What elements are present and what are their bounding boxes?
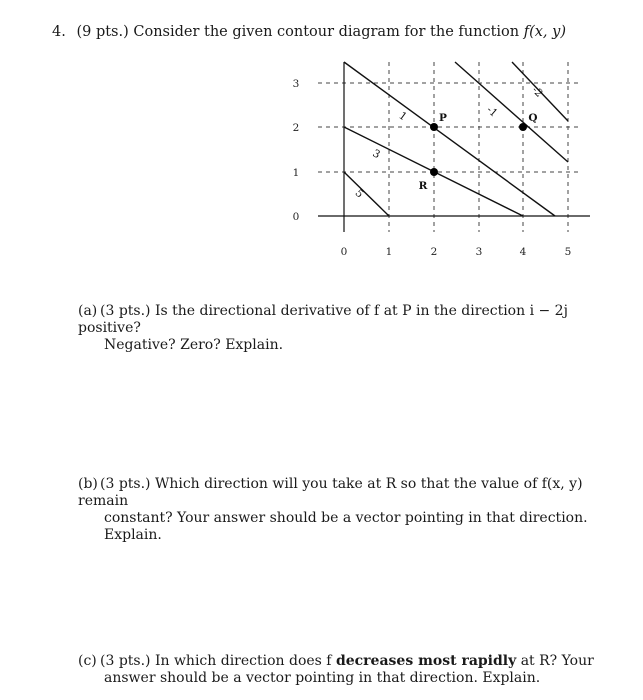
part-c-line2: answer should be a vector pointing in that direction. Explain. xyxy=(104,670,541,686)
y-tick-3: 3 xyxy=(292,78,300,90)
x-tick-3: 3 xyxy=(475,246,483,258)
part-c-text-post: at R? Your xyxy=(520,653,594,669)
part-a-line2: Negative? Zero? Explain. xyxy=(104,337,284,353)
contour-1 xyxy=(344,62,555,216)
y-tick-2: 2 xyxy=(292,122,300,134)
contour-diagram xyxy=(0,0,643,270)
x-tick-1: 1 xyxy=(385,246,393,258)
part-b xyxy=(78,476,618,544)
contour-minus1 xyxy=(455,62,568,162)
point-p-label: P xyxy=(439,112,447,124)
part-c xyxy=(78,653,618,687)
x-tick-labels xyxy=(341,246,572,258)
problem-points: (9 pts.) xyxy=(76,24,129,40)
contour-label-minus2: -2 xyxy=(529,84,546,100)
y-tick-1: 1 xyxy=(292,167,300,179)
part-a xyxy=(78,303,618,354)
contour-label-minus1: -1 xyxy=(484,103,500,120)
part-a-text: (3 pts.) Is the directional derivative of f at P in the direction i − 2j positive? xyxy=(78,303,568,336)
x-tick-5: 5 xyxy=(564,246,572,258)
part-b-line2: constant? Your answer should be a vector pointing in that direction. Explain. xyxy=(104,510,588,543)
contour-lines xyxy=(344,62,568,216)
part-b-text: (3 pts.) Which direction will you take at R so that the value of f(x, y) remain xyxy=(78,476,583,509)
contour-labels xyxy=(353,84,546,200)
part-c-label: (c) xyxy=(78,653,97,669)
x-tick-4: 4 xyxy=(519,246,527,258)
function-name: f(x, y) xyxy=(523,24,567,40)
problem-number: 4. xyxy=(52,24,66,40)
part-c-line1 xyxy=(78,653,618,670)
contour-5 xyxy=(344,172,389,216)
contour-label-1: 1 xyxy=(396,109,409,124)
x-tick-0: 0 xyxy=(340,246,348,258)
problem-statement: Consider the given contour diagram for the function xyxy=(133,24,520,40)
point-r-label: R xyxy=(418,180,428,192)
y-tick-0: 0 xyxy=(292,211,300,223)
part-a-label: (a) xyxy=(78,303,98,319)
point-r-marker xyxy=(430,168,438,176)
x-tick-2: 2 xyxy=(430,246,438,258)
part-b-line1 xyxy=(78,476,618,510)
part-c-text-pre: (3 pts.) In which direction does f xyxy=(100,653,332,669)
contour-label-5: 5 xyxy=(352,187,366,201)
y-tick-labels xyxy=(293,78,300,223)
point-q-label: Q xyxy=(528,112,538,124)
part-a-line1 xyxy=(78,303,618,337)
point-p-marker xyxy=(430,123,438,131)
part-b-label: (b) xyxy=(78,476,98,492)
part-c-text-bold: decreases most rapidly xyxy=(335,653,517,669)
contour-label-3: 3 xyxy=(370,147,382,162)
point-q-marker xyxy=(519,123,527,131)
